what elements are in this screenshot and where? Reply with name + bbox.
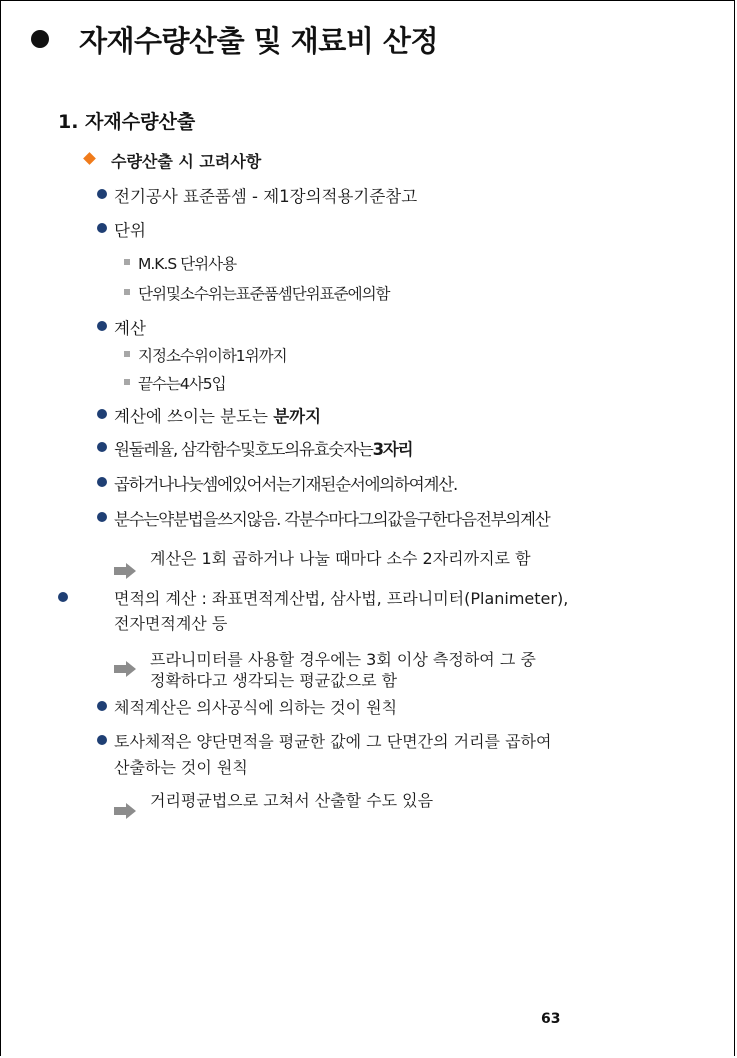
sub-list-item: 끝수는4사5입 bbox=[138, 375, 226, 393]
square-bullet-icon bbox=[124, 259, 130, 265]
arrow-right-icon bbox=[114, 803, 136, 819]
title-row bbox=[31, 19, 438, 59]
list-item: 단위 bbox=[114, 221, 146, 240]
bullet-icon bbox=[97, 409, 107, 419]
bullet-icon bbox=[97, 701, 107, 711]
list-item: 분수는약분법을쓰지않음. 각분수마다그의값을구한다음전부의계산 bbox=[114, 510, 550, 529]
bullet-icon bbox=[97, 512, 107, 522]
note-text: 프라니미터를 사용할 경우에는 3회 이상 측정하여 그 중 bbox=[150, 650, 536, 669]
list-item: 체적계산은 의사공식에 의하는 것이 원칙 bbox=[114, 698, 398, 717]
page-title: 자재수량산출 및 재료비 산정 bbox=[79, 23, 438, 58]
bullet-icon bbox=[97, 223, 107, 233]
section-title: 1. 자재수량산출 bbox=[58, 111, 196, 133]
bullet-icon bbox=[97, 735, 107, 745]
note-text-continuation: 정확하다고 생각되는 평균값으로 함 bbox=[150, 671, 398, 690]
bullet-icon bbox=[97, 442, 107, 452]
sub-list-item: M.K.S 단위사용 bbox=[138, 255, 237, 273]
note-text: 거리평균법으로 고쳐서 산출할 수도 있음 bbox=[150, 791, 434, 810]
list-item: 전기공사 표준품셈 - 제1장의적용기준참고 bbox=[114, 187, 418, 206]
list-item: 면적의 계산 : 좌표면적계산법, 삼사법, 프라니미터(Planimeter), bbox=[114, 589, 569, 608]
arrow-right-icon bbox=[114, 661, 136, 677]
list-item: 토사체적은 양단면적을 평균한 값에 그 단면간의 거리를 곱하여 bbox=[114, 732, 552, 751]
subsection-title: 수량산출 시 고려사항 bbox=[111, 152, 262, 171]
list-item-emphasis: 분까지 bbox=[273, 407, 322, 426]
sub-list-item: 지정소수위이하1위까지 bbox=[138, 347, 287, 365]
bullet-icon bbox=[97, 477, 107, 487]
list-item-text: 계산에 쓰이는 분도는 bbox=[114, 407, 274, 426]
list-item: 곱하거나나눗셈에있어서는기재된순서에의하여계산. bbox=[114, 475, 458, 494]
note-text: 계산은 1회 곱하거나 나눌 때마다 소수 2자리까지로 함 bbox=[150, 549, 531, 568]
list-item-emphasis: 3자리 bbox=[372, 440, 413, 459]
orange-diamond-icon bbox=[83, 152, 96, 165]
list-item bbox=[114, 403, 321, 427]
list-item-continuation: 산출하는 것이 원칙 bbox=[114, 758, 248, 777]
square-bullet-icon bbox=[124, 351, 130, 357]
sub-list-item: 단위및소수위는표준품셈단위표준에의함 bbox=[138, 285, 390, 303]
list-item bbox=[114, 436, 412, 460]
arrow-right-icon bbox=[114, 563, 136, 579]
bullet-icon bbox=[97, 189, 107, 199]
list-item-continuation: 전자면적계산 등 bbox=[114, 614, 228, 633]
list-item-text: 원둘레율, 삼각함수및호도의유효숫자는 bbox=[114, 440, 373, 459]
bullet-icon bbox=[97, 321, 107, 331]
square-bullet-icon bbox=[124, 289, 130, 295]
square-bullet-icon bbox=[124, 379, 130, 385]
bullet-icon bbox=[58, 592, 68, 602]
list-item: 계산 bbox=[114, 319, 146, 338]
title-bullet-icon bbox=[31, 30, 49, 48]
page-number: 63 bbox=[541, 1011, 561, 1027]
